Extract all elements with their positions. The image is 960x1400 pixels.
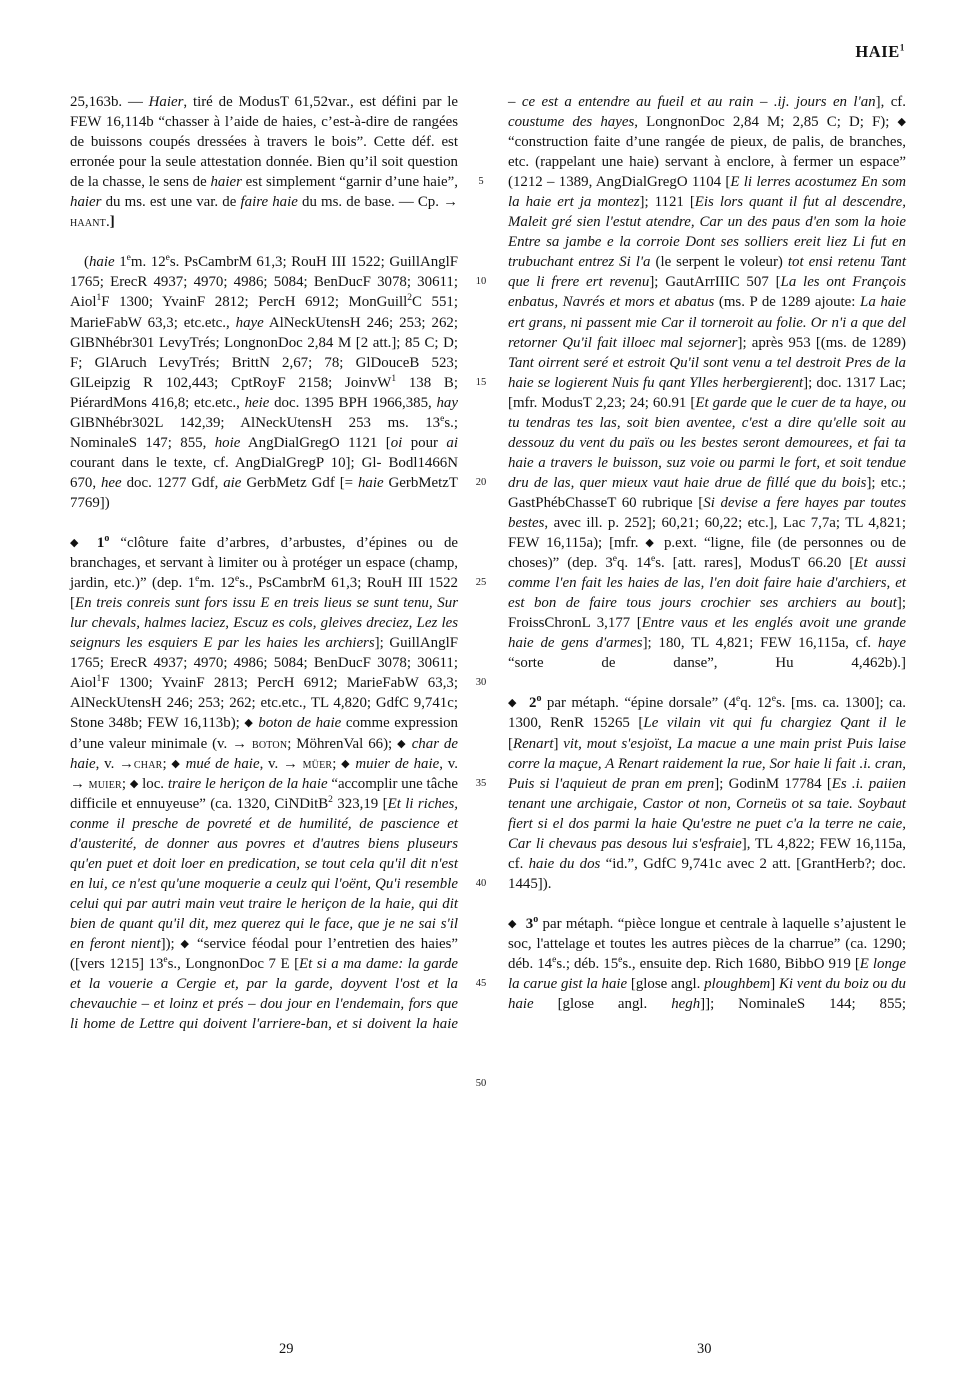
line-number: 15 — [475, 376, 487, 388]
line-number: 30 — [475, 677, 487, 689]
line-number: 35 — [475, 777, 487, 789]
line-number: 10 — [475, 276, 487, 288]
sense-marker-icon: ◆ — [70, 537, 86, 550]
right-paragraph-1: – ce est a entendre au fueil et au rain – .ij. jours en l'an], cf. coustume des hayes, LongnonDoc 2,84 M; 2,85 C; D; F); ◆ “construction faite d’une rangée de pieux, de palis, de branches, etc. (rappelant une haie) servant à enclore, à fermer un espace” (1212 – 1389, AngDialGregO 1104 [E li lerres acostumez En som la haie ert ja montez]; 1121 [Eis lors quant il fut al descendre, Maleit gré sien l'estut atendre, Car un des paus d'en som la hoie Entre sa jambe e la corroie Dont ses solliers ereit liez Li fut en trubuchant entrez Si l'a (le serpent le voleur) tot ensi retenu Tant que li frere ert revenu]; GautArrIIIC 507 [La les ont François enbatus, Navrés et mors et abatus (ms. P de 1289 ajoute: La haie ert grans, ni passent mie Car il torneroit au folie. Or n'i a que del retorner Qu'il fait illoec mal sejorner]; après 953 [(ms. de 1289) Tant oirrent seré et estroit Qu'il sont venu a tel destroit Pres de la haie se logierent Nuis fu qant Ylles herbergierent]; doc. 1317 Lac; [mfr. ModusT 2,23; 24; 60.91 [Et garde que le cuer de ta haye, ou tu tendras tes las, soit bien aventee, c'est a dire qu'elle soit au dessouz du vent du païs ou les bestes seront demourees, et fai ta haie a travers le buisson, suz voie ou parmi le fort, et soit tendue dru de las, quer mieux vaut haie drue de fillé que du bois]; etc.; GastPhébChasseT 60 rubrique [Si devise a fere hayes par toutes bestes, avec ill. p. 252]; 60,21; 60,22; etc.], Lac 7,7a; TL 4,821; FEW 16,115a); [mfr. ◆ p.ext. “ligne, file (de personnes ou de choses)” (dep. 3eq. 14es. [att. rares], ModusT 66.20 [Et aussi comme l'en fait les haies de las, l'en doit faire haie d'archiers, et est bon de faire tous jours crochier ses archiers au bout]; FroissChronL 3,177 [Entre vaus et les englés avoit une grande haie de gens d'armes]; 180, TL 4,821; FEW 16,115a, cf. haye “sorte de danse”, Hu 4,462b).] — [508, 94, 907, 672]
running-head — [855, 42, 905, 62]
entry-reference: 25,163b. — — [70, 94, 149, 110]
left-column — [70, 92, 458, 1054]
cross-reference-boton[interactable]: boton — [251, 735, 288, 752]
running-head-lemma: HAIE — [855, 42, 900, 61]
cross-reference-muer[interactable]: müer — [302, 755, 333, 772]
sense-marker-icon: ◆ — [897, 116, 906, 129]
cross-reference-muier[interactable]: muier — [88, 775, 122, 792]
cross-reference-char[interactable]: char — [133, 755, 163, 772]
sense-marker-icon: ◆ — [508, 697, 519, 710]
line-number: 20 — [475, 476, 487, 488]
line-number: 45 — [475, 978, 487, 990]
right-paragraph-2: ◆ 2$^o$ par métaph. “épine dorsale” (4eq. 12es. [ms. ca. 1300]; ca. 1300, RenR 15265 [Le vilain vit qui fu chargiez Qant il le [Renart] vit, mout s'esjoïst, La macue a une main prist Puis laise corre la maçue, A Renart raidement la rue, Sor haie li fait .i. cran, Puis si l'aquieut de pran em pren]; GodinM 17784 [Es .i. paiien tenant une archigaie, Castor ot non, Corneüs ot sa taie. Soybaut fiert si el dos parmi la haie Qu'estre ne puet c'a la terre ne caie, Car li chevaus pas desous lui s'esfraie], TL 4,822; FEW 16,115a, cf. haie du dos “id.”, GdfC 9,741c avec 2 att. [GrantHerb?; doc. 1445]). — [508, 693, 907, 892]
line-number: 40 — [475, 877, 487, 889]
folio-right: 30 — [697, 1341, 712, 1357]
running-head-superscript: 1 — [899, 42, 905, 53]
left-paragraph-3: ◆ 1$^o$ “clôture faite d’arbres, d’arbustes, d’épines ou de branchages, et servant à limiter ou à protéger un espace (champ, jardin, etc.)” (dep. 1em. 12es., PsCambrM 61,3; RouH III 1522 [En treis conreis sunt fors issu E en treis lieus se sunt tenu, Sur lur chevals, halmes laciez, Escuz es cols, gleives dreciez, Lez les seignurs les esquiers E par les haies les archiers]; GuillAnglF 1765; ErecR 4937; 4970; 4986; 5084; BenDucF 3078; 30611; Aiol$^1$F 1300; YvainF 2813; PercH 6912; MarieFabW 63,3; AlNeckUtensH 246; 253; 262; etc.etc., TL 4,820; GdfC 9,741c; Stone 348b; FEW 16,113b); ◆ boton de haie comme expression d’une valeur minimale (v. → boton; MöhrenVal 66); ◆ char de haie, v. →char; ◆ mué de haie, v. → müer; ◆ muier de haie, v. → muier; ◆ loc. traire le heriçon de la haie “accomplir une tâche difficile et ennuyeuse” (ca. 1320, CiNDitB$^2$ 323,19 [Et li riches, conme il presche de povreté et de humilité, de pascience et d'austerité, de donner aus povres et d'autres biens pluseurs qu'en puet et doit loer en predication, se tout cela qu'il dit n'est en lui, ce n'est qu'une moquerie a ceulz qui l'oënt, Qu'i resemble celui qui par autri main veut traire le heriçon de la haie, qui dit bien de quant qu'il dit, mez querez qui le face, que je ne sai s'il en feront nient]); ◆ “service féodal pour l’entretien des haies” ([vers 1215] 13es., LongnonDoc 7 E [Et si a ma dame: la garde et la vouerie a Cergie et, par la garde, doyvent l'ost et la chevauchie – et loinz et prés – dou jour en l'endemain, fors que li home de Lettre qui doivent l'arriere-ban, et si doivent la haie — [70, 533, 459, 1033]
sense-marker-icon: ◆ — [508, 917, 518, 930]
folio-left: 29 — [279, 1341, 294, 1357]
left-paragraph-2: (haie 1em. 12es. PsCambrM 61,3; RouH III 1522; GuillAnglF 1765; ErecR 4937; 4970; 4986; 5084; BenDucF 3078; 30611; Aiol$^1$F 1300; YvainF 2812; PercH 6912; MonGuill$^2$C 551; MarieFabW 63,3; etc.etc., haye AlNeckUtensH 246; 253; 262; GlBNhébr301 LevyTrés; LongnonDoc 2,84 M [2 att.]; 85 C; D; F; GlAruch LevyTrés; BrittN 2,67; 78; GlDouceB 523; GlLeipzig R 102,443; CptRoyF 2158; JoinvW$^1$ 138 B; PiérardMons 416,8; etc.etc., heie doc. 1395 BPH 1966,385, hay GlBNhébr302L 142,39; AlNeckUtensH 253 ms. 13es.; NominaleS 147; 855, hoie AngDialGregO 1121 [oi pour ai courant dans le texte, cf. AngDialGregP 10]; Gl- Bodl1466N 670, hee doc. 1277 Gdf, aie GerbMetz Gdf [= haie GerbMetzT 7769]) — [70, 253, 459, 511]
left-paragraph-1: 25,163b. — Haier, tiré de ModusT 61,52var., est défini par le FEW 16,114b “chasser à l’aide de haies, c’est-à-dire de rangées de buissons coupés dressées à travers le bois”. Cette déf. est erronée pour la seule attestation donnée. Bien qu’il soit question de la chasse, le sens de haier est simplement “garnir d’une haie”, haier du ms. est une var. de faire haie du ms. de base. — Cp. → haant.] — [70, 94, 458, 231]
right-column — [508, 92, 906, 1034]
line-number: 50 — [475, 1078, 487, 1090]
right-paragraph-3: ◆ 3$^o$ par métaph. “pièce longue et centrale à laquelle s’ajustent le soc, l'attelage et toutes les autres pièces de la charrue” (ca. 1290; déb. 14es.; déb. 15es., ensuite dep. Rich 1680, BibbO 919 [E longe la carue gist la haie [glose angl. ploughbem] Ki vent du boiz ou du haie [glose angl. hegh]]; NominaleS 144; 855; — [508, 913, 907, 1013]
line-number-gutter — [466, 92, 496, 1094]
cross-reference-haant[interactable]: haant — [70, 214, 106, 231]
cross-reference-arrow: → — [443, 194, 458, 211]
line-number: 5 — [478, 176, 484, 188]
line-number: 25 — [475, 577, 487, 589]
